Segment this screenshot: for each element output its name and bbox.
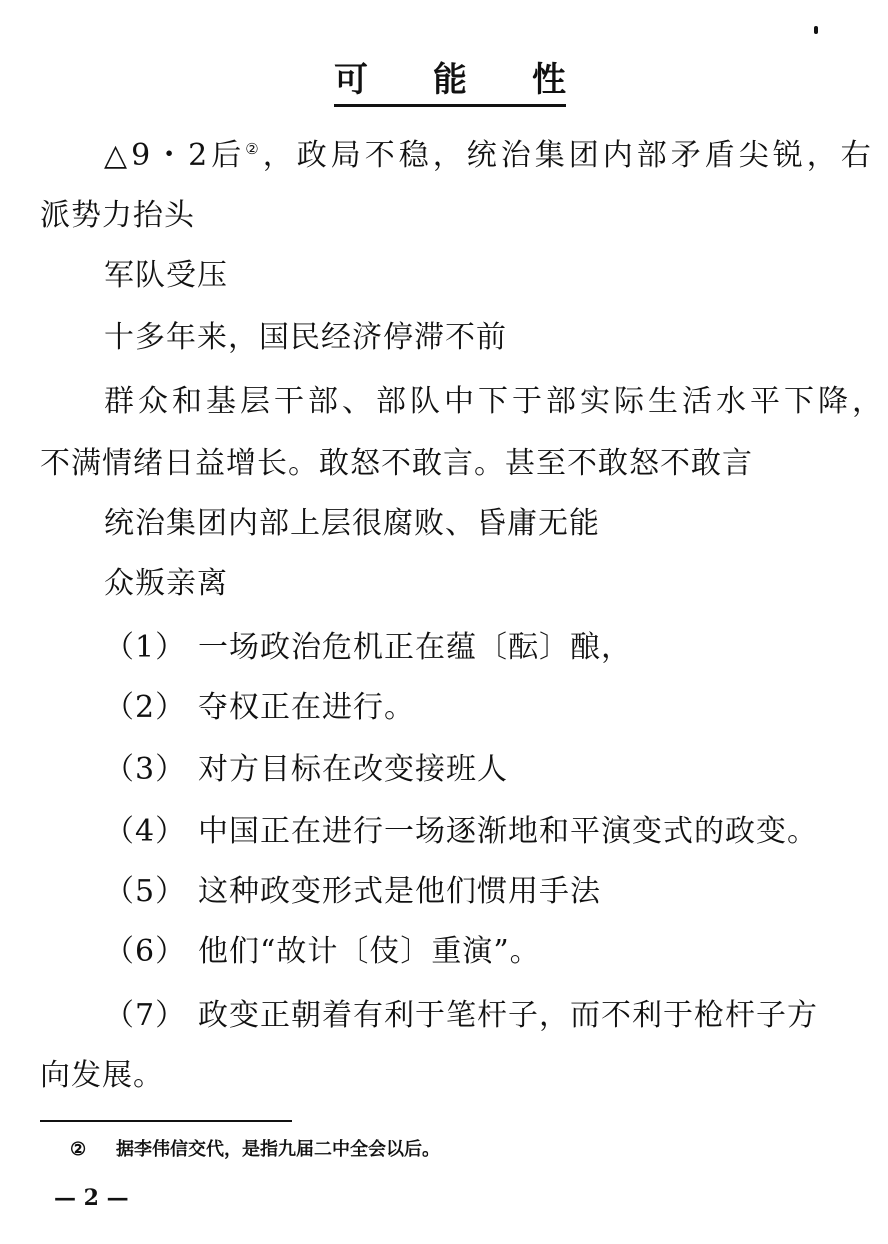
- list-number: （1）: [104, 630, 187, 665]
- page-title: [334, 58, 566, 107]
- list-text: 一场政治危机正在蕴〔酝〕酿，: [198, 630, 632, 665]
- footnote-ref: ②: [245, 140, 263, 158]
- title-char: 可: [334, 60, 368, 100]
- paragraph-text: △9・2后: [104, 138, 246, 173]
- paragraph-line: 不满情绪日益增长。敢怒不敢言。甚至不敢怒不敢言: [40, 446, 753, 481]
- list-text: 政变正朝着有利于笔杆子，而不利于枪杆子方: [198, 998, 818, 1033]
- title-char: 性: [532, 60, 566, 100]
- ink-speck: [814, 26, 818, 34]
- paragraph-line: 派势力抬头: [40, 198, 195, 233]
- list-text: 他们“故计〔伎〕重演”。: [198, 934, 541, 969]
- footnote-divider: [40, 1120, 292, 1122]
- list-text: 中国正在进行一场逐渐地和平演变式的政变。: [198, 814, 818, 849]
- list-item: [104, 872, 601, 912]
- list-item: [104, 688, 415, 728]
- list-item: [104, 812, 818, 852]
- list-number: （3）: [104, 752, 187, 787]
- footnote-text: 据李伟信交代，是指九届二中全会以后。: [116, 1139, 440, 1160]
- list-item-continuation: 向发展。: [40, 1058, 164, 1093]
- paragraph-line: [104, 136, 875, 176]
- list-number: （2）: [104, 690, 187, 725]
- list-number: （4）: [104, 814, 187, 849]
- paragraph-line: 群众和基层干部、部队中下于部实际生活水平下降，: [104, 384, 886, 419]
- list-text: 夺权正在进行。: [198, 690, 415, 725]
- paragraph-text: ，政局不稳，统治集团内部矛盾尖锐，右: [262, 138, 875, 173]
- list-item: [104, 628, 632, 668]
- footnote: [70, 1138, 440, 1162]
- paragraph-line: 十多年来，国民经济停滞不前: [104, 320, 507, 355]
- list-item: [104, 932, 541, 972]
- list-number: （7）: [104, 998, 187, 1033]
- page-number: — 2 —: [54, 1185, 129, 1211]
- list-number: （6）: [104, 934, 187, 969]
- title-char: 能: [433, 60, 467, 100]
- list-item: [104, 750, 508, 790]
- paragraph-line: 军队受压: [104, 258, 228, 293]
- paragraph-line: 众叛亲离: [104, 566, 228, 601]
- list-text: 对方目标在改变接班人: [198, 752, 508, 787]
- list-number: （5）: [104, 874, 187, 909]
- list-item: [104, 996, 818, 1036]
- list-text: 这种政变形式是他们惯用手法: [198, 874, 601, 909]
- paragraph-line: 统治集团内部上层很腐败、昏庸无能: [104, 506, 600, 541]
- footnote-marker: ②: [70, 1139, 87, 1160]
